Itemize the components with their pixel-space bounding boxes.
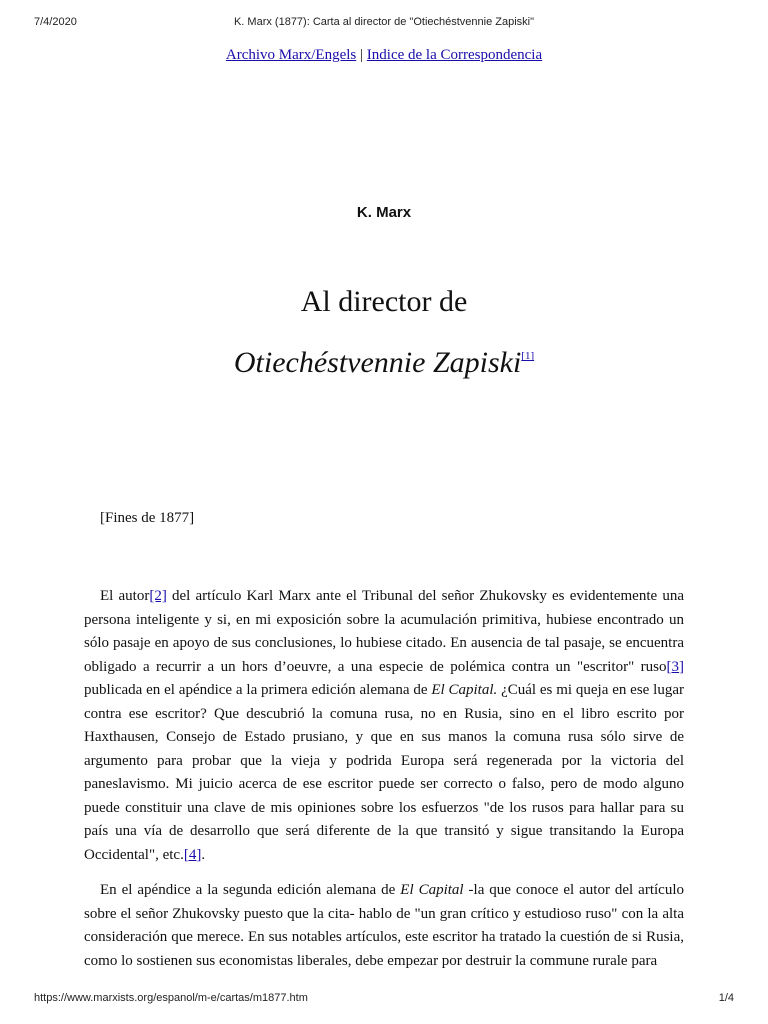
print-date: 7/4/2020 — [34, 16, 77, 28]
author-name: K. Marx — [356, 204, 412, 221]
footnote-link-3[interactable]: [3] — [666, 658, 684, 675]
paragraph-1-text-a: El autor — [100, 588, 150, 604]
print-url: https://www.marxists.org/espanol/m-e/cartas/m1877.htm — [34, 992, 308, 1004]
paragraph-1-text-e: . — [201, 846, 206, 863]
book-title-italic-2: El Capital — [400, 882, 464, 898]
paragraph-1-text-c: publicada en el apéndice a la primera edición alemana de — [84, 682, 432, 698]
archive-link[interactable]: Archivo Marx/Engels — [225, 47, 357, 63]
footnote-link-4[interactable]: [4] — [183, 846, 202, 863]
paragraph-1-text-d: ¿Cuál es mi queja en ese lugar contra ese escritor? Que descubrió la comuna rusa, no en Rusia, sino en el libro escrito por Haxthausen, Consejo de Estado prusiano, y que en sus manos la comuna rusa sólo sirve de argumento para probar que la vieja y podrida Europa será regenerada por la victoria del paneslavismo. Mi juicio acerca de ese escritor puede ser correcto o falso, pero de modo alguno puede constituir una clave de mis opiniones sobre los esfuerzos "de los rusos para hallar para su país una vía de desarrollo que será diferente de la que transitó y sigue transitando la Europa Occidental", etc. — [84, 682, 684, 863]
top-navigation — [0, 47, 768, 64]
correspondence-index-link[interactable]: Indice de la Correspondencia — [366, 47, 543, 63]
nav-separator: | — [360, 47, 364, 63]
print-page-title: K. Marx (1877): Carta al director de "Otiechéstvennie Zapiski" — [233, 16, 535, 28]
title-line-2 — [0, 346, 768, 380]
journal-name: Otiechéstvennie Zapiski — [233, 346, 522, 379]
paragraph-2-text-a: En el apéndice a la segunda edición alemana de — [100, 882, 401, 898]
footnote-link-2[interactable]: [2] — [149, 588, 167, 604]
book-title-italic: El Capital. — [431, 682, 498, 698]
footnote-link-1[interactable]: [1] — [521, 350, 535, 362]
paragraph-2-text-b: -la que conoce el autor del artículo sobre el señor Zhukovsky puesto que la cita- hablo de "un gran crítico y estudioso ruso" con la alta consideración que merece. En sus notables artículos, este escritor ha tratado la cuestión de si Rusia, como lo sostienen sus economistas liberales, debe empezar por destruir la commune rurale para — [84, 882, 684, 969]
print-page-count: 1/4 — [718, 992, 734, 1004]
letter-date: [Fines de 1877] — [100, 510, 195, 526]
title-line-1: Al director de — [300, 285, 468, 318]
paragraph-1 — [84, 585, 684, 867]
paragraph-1-text-b: del artículo Karl Marx ante el Tribunal del señor Zhukovsky es evidentemente una persona inteligente y si, en mi exposición sobre la acumulación primitiva, hubiese encontrado un sólo pasaje en apoyo de sus conclusiones, lo hubiese citado. En ausencia de tal pasaje, se encuentra obligado a recurrir a un hors d’oeuvre, a una especie de polémica contra un "escritor" ruso — [84, 588, 684, 675]
paragraph-2 — [84, 879, 684, 973]
